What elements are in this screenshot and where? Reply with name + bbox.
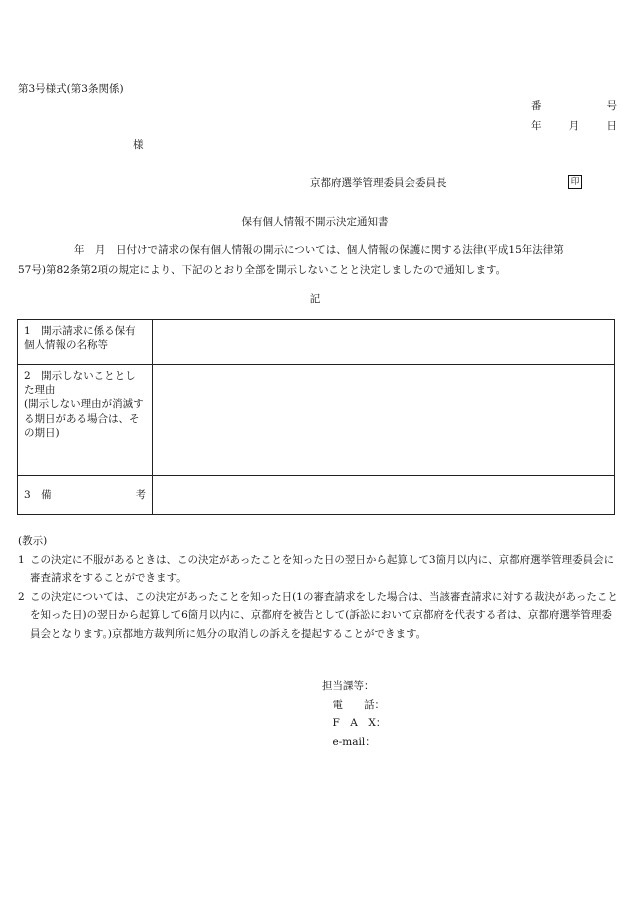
month-label: 月 — [568, 120, 580, 132]
document-title: 保有個人情報不開示決定通知書 — [241, 216, 389, 228]
addressee-label: 様 — [133, 139, 144, 151]
contact-fax: F A X： — [322, 717, 387, 730]
document-number-row — [531, 99, 617, 113]
table-value-remarks — [153, 476, 615, 515]
body-line-1: 年 月 日付けで請求の保有個人情報の開示については、個人情報の保護に関する法律(平成15年法律第 — [74, 244, 564, 256]
table-label-remarks: 3 備 考 — [18, 476, 153, 515]
date-row — [531, 119, 617, 133]
number-label: 番 — [531, 100, 542, 112]
table-value-info-name — [153, 320, 615, 365]
note-item: 2 この決定については、この決定があったことを知った日(1の審査請求をした場合は、当該審査請求に対する裁決があったことを知った日)の翌日から起算して6箇月以内に、京都府を被告として(訴訟において京都府を代表する者は、京都府選挙管理委員会となります。)京都地方裁判所に処分の取消しの訴えを提起することができます。 — [18, 590, 618, 640]
year-label: 年 — [531, 120, 542, 132]
table-row — [18, 365, 615, 476]
note-item: 1 この決定に不服があるときは、この決定があったことを知った日の翌日から起算して3箇月以内に、京都府選挙管理委員会に審査請求をすることができます。 — [18, 553, 615, 584]
body-paragraph — [18, 240, 618, 280]
contact-dept: 担当課等： — [322, 680, 375, 692]
body-line-2: 57号)第82条第2項の規定により、下記のとおり全部を開示しないことと決定しましたので通知します。 — [18, 264, 507, 276]
table-label-info-name: 1 開示請求に係る保有個人情報の名称等 — [18, 320, 153, 365]
table-row — [18, 476, 615, 515]
day-label: 日 — [606, 120, 617, 132]
contact-email: e-mail： — [322, 736, 376, 749]
notes-heading: (教示) — [18, 535, 48, 547]
table-value-reason — [153, 365, 615, 476]
number-suffix: 号 — [606, 100, 617, 112]
table-row — [18, 320, 615, 365]
instruction-notes — [18, 532, 618, 643]
contact-phone: 電 話： — [322, 698, 385, 711]
detail-table — [17, 319, 615, 515]
contact-block — [322, 677, 386, 752]
form-label: 第3号様式(第3条関係) — [18, 83, 124, 95]
ki-heading: 記 — [309, 293, 321, 305]
issuer-name: 京都府選挙管理委員会委員長 — [310, 177, 447, 189]
seal-mark: 印 — [568, 175, 582, 189]
table-label-reason: 2 開示しないこととした理由 (開示しない理由が消滅する期日がある場合は、その期日) — [18, 365, 153, 476]
